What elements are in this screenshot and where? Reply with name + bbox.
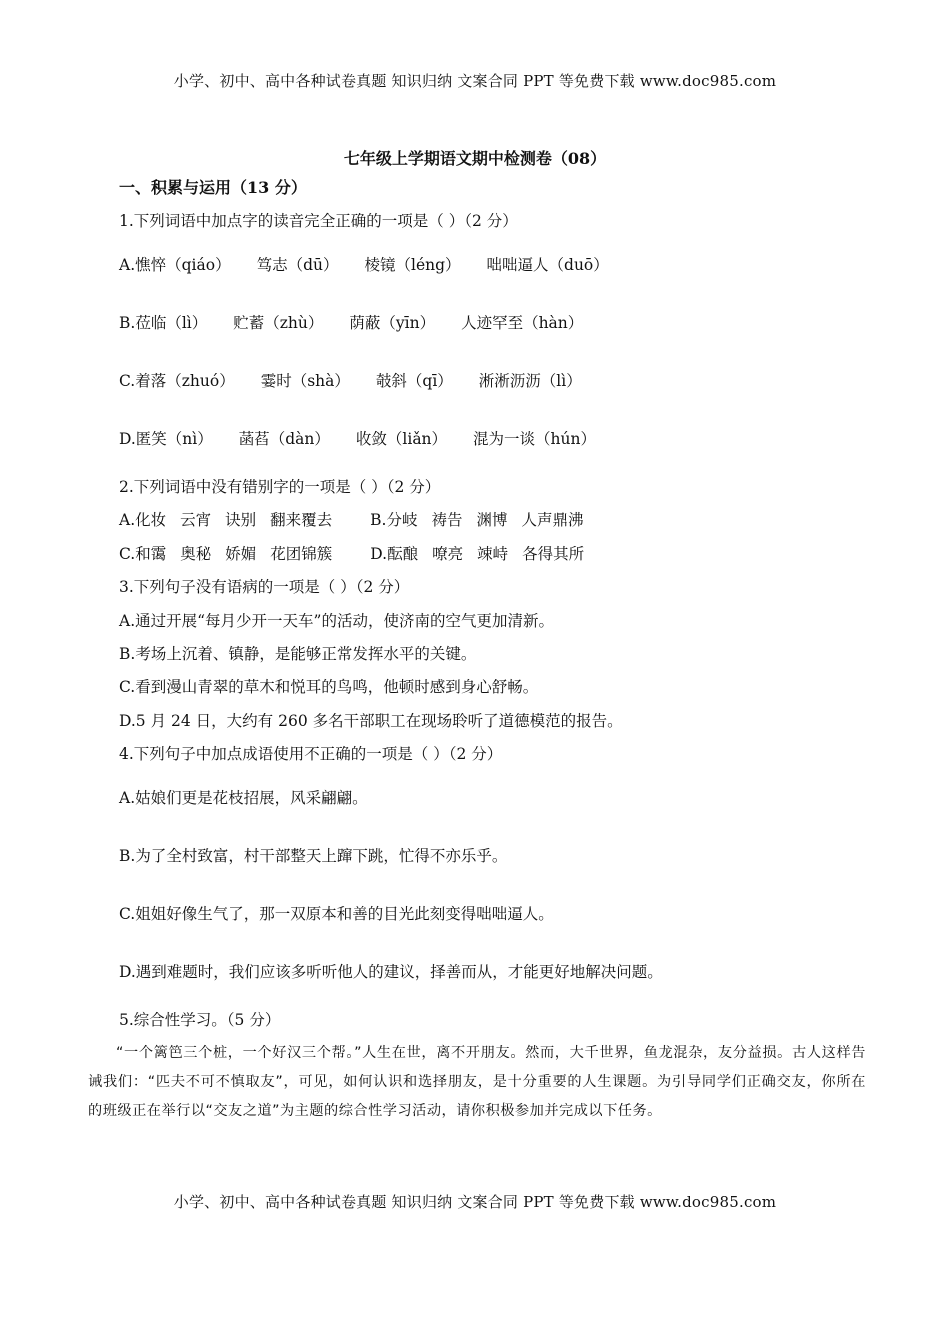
q1-b-word-1: B.莅临（lì） bbox=[119, 314, 208, 332]
q2-b-word-4: 人声鼎沸 bbox=[521, 511, 584, 529]
q1-a-word-3: 棱镜（léng） bbox=[364, 256, 461, 274]
question-1-option-a bbox=[119, 255, 609, 275]
q1-d-word-1: D.匿笑（nì） bbox=[119, 430, 213, 448]
q1-c-word-3: 攲斜（qī） bbox=[375, 372, 453, 390]
q1-b-word-3: 荫蔽（yīn） bbox=[349, 314, 436, 332]
question-1-stem: 1.下列词语中加点字的读音完全正确的一项是（ ）（2 分） bbox=[119, 212, 518, 230]
q1-a-word-1: A.憔悴（qiáo） bbox=[119, 256, 231, 274]
question-3-option-c: C.看到漫山青翠的草木和悦耳的鸟鸣，他顿时感到身心舒畅。 bbox=[119, 678, 539, 696]
question-4-option-d: D.遇到难题时，我们应该多听听他人的建议，择善而从，才能更好地解决问题。 bbox=[119, 963, 663, 981]
question-4-stem: 4.下列句子中加点成语使用不正确的一项是（ ）（2 分） bbox=[119, 745, 503, 763]
q2-b-word-1: B.分岐 bbox=[370, 511, 418, 529]
q2-c-word-1: C.和霭 bbox=[119, 545, 167, 563]
question-4-option-c: C.姐姐好像生气了，那一双原本和善的目光此刻变得咄咄逼人。 bbox=[119, 905, 554, 923]
q2-b-word-2: 祷告 bbox=[431, 511, 463, 529]
question-3-stem: 3.下列句子没有语病的一项是（ ）（2 分） bbox=[119, 578, 410, 596]
section-heading: 一、积累与运用（13 分） bbox=[119, 178, 307, 197]
q1-a-word-4: 咄咄逼人（duō） bbox=[486, 256, 609, 274]
q1-c-word-4: 淅淅沥沥（lì） bbox=[478, 372, 582, 390]
q1-b-word-4: 人迹罕至（hàn） bbox=[461, 314, 584, 332]
question-1-option-d bbox=[119, 429, 596, 449]
question-3-option-a: A.通过开展“每月少开一天车”的活动，使济南的空气更加清新。 bbox=[119, 612, 554, 630]
q2-d-word-2: 嘹亮 bbox=[432, 545, 464, 563]
question-4-option-b: B.为了全村致富，村干部整天上蹿下跳，忙得不亦乐乎。 bbox=[119, 847, 508, 865]
question-5-passage: “一个篱笆三个桩，一个好汉三个帮。”人生在世，离不开朋友。然而，大千世界，鱼龙混杂，友分益损。古人这样告诫我们：“匹夫不可不慎取友”，可见，如何认识和选择朋友，是十分重要的人生课题。为引导同学们正确交友，你所在的班级正在举行以“交友之道”为主题的综合性学习活动，请你积极参加并完成以下任务。 bbox=[88, 1045, 866, 1119]
question-2-options-cd bbox=[119, 544, 584, 564]
q2-c-word-3: 娇媚 bbox=[225, 545, 257, 563]
q2-a-word-2: 云宵 bbox=[180, 511, 212, 529]
q2-a-word-1: A.化妆 bbox=[119, 511, 167, 529]
q2-c-word-2: 奥秘 bbox=[180, 545, 212, 563]
question-2-stem: 2.下列词语中没有错别字的一项是（ ）（2 分） bbox=[119, 478, 441, 496]
q1-d-word-3: 收敛（liǎn） bbox=[355, 430, 448, 448]
question-3-option-d: D.5 月 24 日，大约有 260 多名干部职工在现场聆听了道德模范的报告。 bbox=[119, 712, 623, 730]
question-1-option-b bbox=[119, 313, 583, 333]
question-3-option-b: B.考场上沉着、镇静，是能够正常发挥水平的关键。 bbox=[119, 645, 477, 663]
q1-b-word-2: 贮蓄（zhù） bbox=[233, 314, 324, 332]
page-footer: 小学、初中、高中各种试卷真题 知识归纳 文案合同 PPT 等免费下载 www.doc985.com bbox=[173, 1193, 777, 1211]
q2-b-word-3: 渊博 bbox=[476, 511, 508, 529]
q2-a-word-3: 诀别 bbox=[225, 511, 257, 529]
q2-a-word-4: 翻来覆去 bbox=[270, 511, 333, 529]
q1-a-word-2: 笃志（dū） bbox=[256, 256, 339, 274]
exam-title: 七年级上学期语文期中检测卷（08） bbox=[343, 149, 607, 168]
q1-d-word-2: 菡萏（dàn） bbox=[238, 430, 330, 448]
question-4-option-a: A.姑娘们更是花枝招展，风采翩翩。 bbox=[119, 789, 368, 807]
question-5-stem: 5.综合性学习。（5 分） bbox=[119, 1011, 281, 1029]
question-2-options-ab bbox=[119, 510, 584, 530]
page-header: 小学、初中、高中各种试卷真题 知识归纳 文案合同 PPT 等免费下载 www.doc985.com bbox=[173, 72, 777, 90]
q1-c-word-2: 霎时（shà） bbox=[260, 372, 350, 390]
q2-d-word-4: 各得其所 bbox=[522, 545, 585, 563]
q1-c-word-1: C.着落（zhuó） bbox=[119, 372, 235, 390]
q2-c-word-4: 花团锦簇 bbox=[270, 545, 333, 563]
q1-d-word-4: 混为一谈（hún） bbox=[473, 430, 596, 448]
q2-d-word-3: 竦峙 bbox=[477, 545, 509, 563]
q2-d-word-1: D.酝酿 bbox=[370, 545, 419, 563]
question-1-option-c bbox=[119, 371, 582, 391]
